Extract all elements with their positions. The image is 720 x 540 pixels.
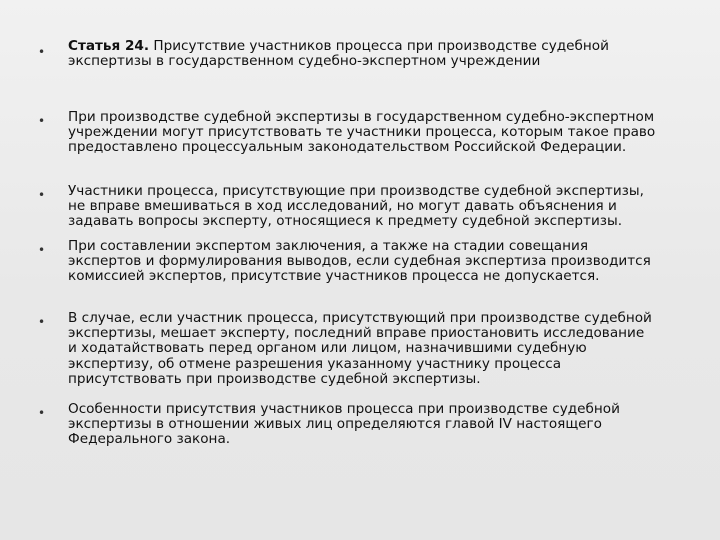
paragraph-text: Участники процесса, присутствующие при производстве судебной экспертизы, не вправе вмешиваться в ход исследований, но могут давать объяснения и задавать вопросы эксперту, относящиеся к предмету судебной экспертизы.	[68, 183, 644, 230]
paragraph-text: При производстве судебной экспертизы в государственном судебно-экспертном учреждении могут присутствовать те участники процесса, которым такое право предоставлено процессуальным законодательством Российской Федерации.	[68, 109, 656, 156]
article-heading	[68, 39, 656, 69]
bullet-icon: •	[38, 406, 46, 420]
bullet-icon: •	[38, 45, 46, 59]
article-number: Статья 24.	[68, 38, 150, 54]
paragraph-text: При составлении экспертом заключения, а также на стадии совещания экспертов и формулирования выводов, если судебная экспертиза производится комиссией экспертов, присутствие участников процесса не допускается.	[68, 238, 651, 285]
bullet-icon: •	[38, 188, 46, 202]
bullet-icon: •	[38, 315, 46, 329]
paragraph-text: Особенности присутствия участников процесса при производстве судебной экспертизы в отношении живых лиц определяются главой IV настоящего Федерального закона.	[68, 401, 620, 448]
paragraph-text: В случае, если участник процесса, присутствующий при производстве судебной экспертизы, мешает эксперту, последний вправе приостановить исследование и ходатайствовать перед органом или лицом, назначившими судебную экспертизу, об отмене разрешения указанному участнику процесса присутствовать при производстве судебной экспертизы.	[68, 310, 652, 387]
article-title: Присутствие участников процесса при производстве судебной экспертизы в государственном судебно-экспертном учреждении	[68, 38, 609, 70]
bullet-icon: •	[38, 243, 46, 257]
bullet-icon: •	[38, 114, 46, 128]
